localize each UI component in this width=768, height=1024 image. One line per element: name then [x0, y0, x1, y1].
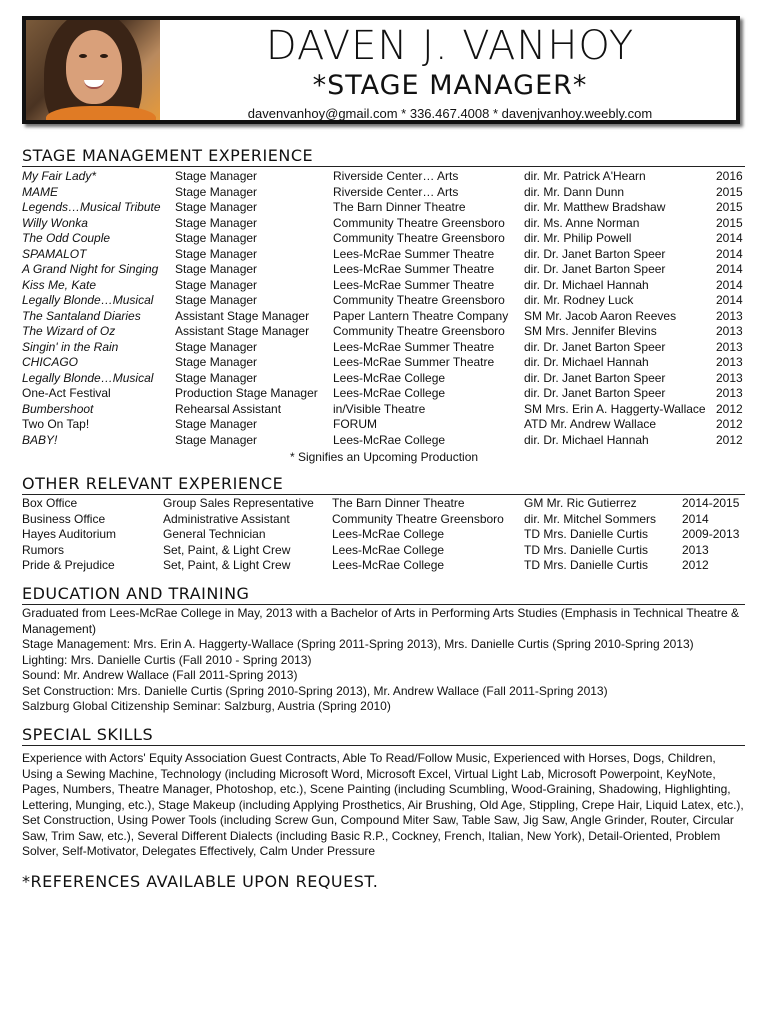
table-cell: The Barn Dinner Theatre — [333, 200, 466, 214]
table-cell: dir. Mr. Mitchel Sommers — [524, 511, 657, 526]
table-cell: Riverside Center… Arts — [333, 184, 459, 199]
table-cell: SM Mrs. Erin A. Haggerty-Wallace — [524, 401, 706, 416]
table-row — [22, 371, 746, 387]
upcoming-note: * Signifies an Upcoming Production — [289, 450, 479, 464]
table-cell: Administrative Assistant — [163, 511, 290, 526]
stage-management-table — [22, 169, 746, 448]
education-item: Graduated from Lees-McRae College in May, 2013 with a Bachelor of Arts in Performing Arts Studies (Emphasis in Technical Theatre & Management) — [22, 606, 740, 636]
table-cell: Community Theatre Greensboro — [333, 293, 505, 307]
table-cell: Community Theatre Greensboro — [333, 215, 505, 230]
profile-photo — [26, 20, 160, 120]
table-cell: Paper Lantern Theatre Company — [333, 308, 509, 323]
table-cell: 2013 — [682, 542, 709, 557]
table-row — [22, 355, 746, 371]
table-cell: Stage Manager — [175, 293, 258, 307]
education-list — [22, 606, 748, 715]
table-cell: dir. Dr. Janet Barton Speer — [524, 370, 666, 385]
table-cell: General Technician — [163, 527, 266, 541]
table-cell: 2012 — [716, 432, 743, 447]
table-cell: Stage Manager — [175, 262, 258, 276]
education-item: Salzburg Global Citizenship Seminar: Salzburg, Austria (Spring 2010) — [22, 699, 391, 713]
table-cell: Legends…Musical Tribute — [22, 200, 161, 214]
table-cell: GM Mr. Ric Gutierrez — [524, 496, 637, 510]
table-cell: dir. Mr. Dann Dunn — [524, 184, 625, 199]
table-cell: 2014 — [716, 293, 743, 307]
table-cell: Lees-McRae Summer Theatre — [333, 246, 495, 261]
table-cell: The Wizard of Oz — [22, 324, 116, 338]
table-cell: TD Mrs. Danielle Curtis — [524, 542, 649, 557]
table-cell: dir. Mr. Patrick A'Hearn — [524, 169, 646, 183]
table-cell: Bumbershoot — [22, 401, 94, 416]
table-cell: 2009-2013 — [682, 527, 740, 541]
table-row — [22, 278, 746, 294]
table-cell: 2012 — [716, 417, 743, 431]
table-cell: TD Mrs. Danielle Curtis — [524, 527, 649, 541]
table-cell: 2014-2015 — [682, 496, 740, 510]
table-cell: 2014 — [682, 511, 709, 526]
table-row — [22, 340, 746, 356]
table-cell: dir. Dr. Janet Barton Speer — [524, 339, 666, 354]
table-cell: Legally Blonde…Musical — [22, 293, 154, 307]
table-cell: BABY! — [22, 432, 58, 447]
table-cell: Hayes Auditorium — [22, 527, 117, 541]
table-cell: FORUM — [333, 417, 377, 431]
table-cell: My Fair Lady* — [22, 169, 97, 183]
table-cell: dir. Mr. Rodney Luck — [524, 293, 634, 307]
education-item: Lighting: Mrs. Danielle Curtis (Fall 2010 - Spring 2013) — [22, 652, 312, 667]
table-row — [22, 558, 744, 574]
applicant-name: DAVEN J. VANHOY — [265, 23, 635, 69]
table-cell: 2013 — [716, 355, 743, 369]
table-cell: Lees-McRae College — [332, 558, 445, 572]
table-row — [22, 231, 746, 247]
table-cell: Set, Paint, & Light Crew — [163, 558, 291, 572]
table-cell: 2013 — [716, 370, 743, 385]
table-cell: Lees-McRae College — [333, 432, 446, 447]
table-cell: Stage Manager — [175, 277, 258, 292]
table-cell: dir. Mr. Philip Powell — [524, 231, 632, 245]
table-row — [22, 324, 746, 340]
table-cell: 2014 — [716, 231, 743, 245]
table-cell: Box Office — [22, 496, 78, 510]
table-cell: 2015 — [716, 200, 743, 214]
table-cell: Community Theatre Greensboro — [332, 511, 504, 526]
table-row — [22, 512, 744, 528]
table-row — [22, 247, 746, 263]
table-cell: 2014 — [716, 277, 743, 292]
skills-paragraph: Experience with Actors' Equity Association Guest Contracts, Able To Read/Follow Music, Experienced with Horses, Dogs, Children, Using a Sewing Machine, Technology (including Microsoft Word, Microsoft Excel, Virtual Light Lab, Microsoft Powerpoint, KeyNote, Pages, Numbers, Theatre Manager, Photoshop, etc.), Scene Painting (including Scumbling, Wood-Graining, Shadowing, Highlighting, Lettering, Munging, etc.), Stage Makeup (including Applying Prosthetics, Air Brushing, Old Age, Stippling, Crepe Hair, Liquid Latex, etc.), Set Construction, Using Power Tools (including Screw Gun, Compound Miter Saw, Table Saw, Jig Saw, Angle Grinder, Router, Circular Saw, Trim Saw, etc.), Several Different Dialects (including Basic R.P., Cockney, French, Italian, New York), Detail-Oriented, Problem Solver, Self-Motivator, Delegates Effectively, Calm Under Pressure — [22, 751, 744, 858]
table-cell: Community Theatre Greensboro — [333, 231, 505, 245]
table-cell: dir. Dr. Janet Barton Speer — [524, 246, 666, 261]
table-cell: dir. Dr. Janet Barton Speer — [524, 386, 666, 400]
references-note: *REFERENCES AVAILABLE UPON REQUEST. — [22, 872, 379, 891]
table-row — [22, 169, 746, 185]
table-cell: 2015 — [716, 215, 743, 230]
table-row — [22, 293, 746, 309]
applicant-role: *STAGE MANAGER* — [312, 70, 588, 101]
table-cell: ATD Mr. Andrew Wallace — [524, 417, 657, 431]
table-cell: Stage Manager — [175, 231, 258, 245]
table-row — [22, 402, 746, 418]
table-row — [22, 386, 746, 402]
section-title-stage-management: STAGE MANAGEMENT EXPERIENCE — [22, 147, 745, 167]
resume-header — [22, 16, 740, 124]
table-cell: CHICAGO — [22, 355, 79, 369]
table-cell: Two On Tap! — [22, 417, 90, 431]
table-cell: The Santaland Diaries — [22, 308, 141, 323]
table-cell: Assistant Stage Manager — [175, 324, 310, 338]
table-cell: Willy Wonka — [22, 215, 88, 230]
table-row — [22, 527, 744, 543]
table-cell: Lees-McRae Summer Theatre — [333, 339, 495, 354]
section-title-skills: SPECIAL SKILLS — [22, 726, 745, 746]
table-cell: 2012 — [682, 558, 709, 572]
table-cell: Business Office — [22, 511, 106, 526]
table-row — [22, 185, 746, 201]
table-cell: Lees-McRae College — [332, 527, 445, 541]
table-cell: Lees-McRae Summer Theatre — [333, 262, 495, 276]
education-item: Set Construction: Mrs. Danielle Curtis (Spring 2010-Spring 2013), Mr. Andrew Wallace (Fall 2011-Spring 2013) — [22, 683, 608, 698]
table-cell: Lees-McRae College — [333, 370, 446, 385]
table-cell: One-Act Festival — [22, 386, 111, 400]
table-row — [22, 262, 746, 278]
table-row — [22, 216, 746, 232]
table-cell: Production Stage Manager — [175, 386, 318, 400]
table-cell: SPAMALOT — [22, 246, 87, 261]
section-title-education: EDUCATION AND TRAINING — [22, 585, 745, 605]
table-cell: Stage Manager — [175, 215, 258, 230]
table-cell: TD Mrs. Danielle Curtis — [524, 558, 649, 572]
table-cell: 2015 — [716, 184, 743, 199]
table-cell: Stage Manager — [175, 417, 258, 431]
table-row — [22, 200, 746, 216]
table-row — [22, 309, 746, 325]
table-cell: SM Mr. Jacob Aaron Reeves — [524, 308, 677, 323]
table-cell: Set, Paint, & Light Crew — [163, 542, 291, 557]
table-cell: 2012 — [716, 401, 743, 416]
table-row — [22, 433, 746, 449]
table-cell: Stage Manager — [175, 339, 258, 354]
table-cell: Stage Manager — [175, 200, 258, 214]
table-cell: Stage Manager — [175, 370, 258, 385]
table-cell: dir. Dr. Michael Hannah — [524, 432, 649, 447]
table-row — [22, 417, 746, 433]
table-cell: 2014 — [716, 246, 743, 261]
table-cell: Rumors — [22, 542, 65, 557]
table-cell: 2013 — [716, 339, 743, 354]
table-cell: dir. Dr. Janet Barton Speer — [524, 262, 666, 276]
education-item: Sound: Mr. Andrew Wallace (Fall 2011-Spring 2013) — [22, 668, 298, 682]
table-cell: Lees-McRae College — [333, 386, 446, 400]
table-cell: Community Theatre Greensboro — [333, 324, 505, 338]
table-cell: Assistant Stage Manager — [175, 308, 310, 323]
table-cell: A Grand Night for Singing — [22, 262, 159, 276]
table-cell: The Odd Couple — [22, 231, 111, 245]
table-cell: Lees-McRae College — [332, 542, 445, 557]
table-cell: Lees-McRae Summer Theatre — [333, 277, 495, 292]
table-cell: dir. Ms. Anne Norman — [524, 215, 640, 230]
table-cell: The Barn Dinner Theatre — [332, 496, 465, 510]
table-cell: Lees-McRae Summer Theatre — [333, 355, 495, 369]
table-cell: Stage Manager — [175, 355, 258, 369]
table-cell: Pride & Prejudice — [22, 558, 115, 572]
table-cell: Rehearsal Assistant — [175, 401, 282, 416]
table-cell: Singin' in the Rain — [22, 339, 119, 354]
table-cell: 2013 — [716, 324, 743, 338]
table-cell: Stage Manager — [175, 169, 258, 183]
table-cell: 2014 — [716, 262, 743, 276]
table-cell: dir. Dr. Michael Hannah — [524, 355, 649, 369]
table-cell: MAME — [22, 184, 58, 199]
table-cell: Stage Manager — [175, 184, 258, 199]
table-cell: in/Visible Theatre — [333, 401, 426, 416]
table-cell: Legally Blonde…Musical — [22, 370, 154, 385]
table-row — [22, 496, 744, 512]
table-cell: Riverside Center… Arts — [333, 169, 459, 183]
table-cell: Stage Manager — [175, 246, 258, 261]
table-cell: 2016 — [716, 169, 743, 183]
table-cell: 2013 — [716, 386, 743, 400]
table-cell: dir. Dr. Michael Hannah — [524, 277, 649, 292]
table-cell: SM Mrs. Jennifer Blevins — [524, 324, 657, 338]
table-cell: dir. Mr. Matthew Bradshaw — [524, 200, 666, 214]
education-item: Stage Management: Mrs. Erin A. Haggerty-Wallace (Spring 2011-Spring 2013), Mrs. Danielle Curtis (Spring 2010-Spring 2013) — [22, 637, 694, 651]
table-cell: Kiss Me, Kate — [22, 277, 97, 292]
contact-line: davenvanhoy@gmail.com * 336.467.4008 * davenjvanhoy.weebly.com — [247, 106, 653, 121]
table-cell: 2013 — [716, 308, 743, 323]
table-cell: Stage Manager — [175, 432, 258, 447]
table-cell: Group Sales Representative — [163, 496, 314, 510]
table-row — [22, 543, 744, 559]
other-experience-table — [22, 496, 744, 574]
section-title-other-experience: OTHER RELEVANT EXPERIENCE — [22, 475, 745, 495]
